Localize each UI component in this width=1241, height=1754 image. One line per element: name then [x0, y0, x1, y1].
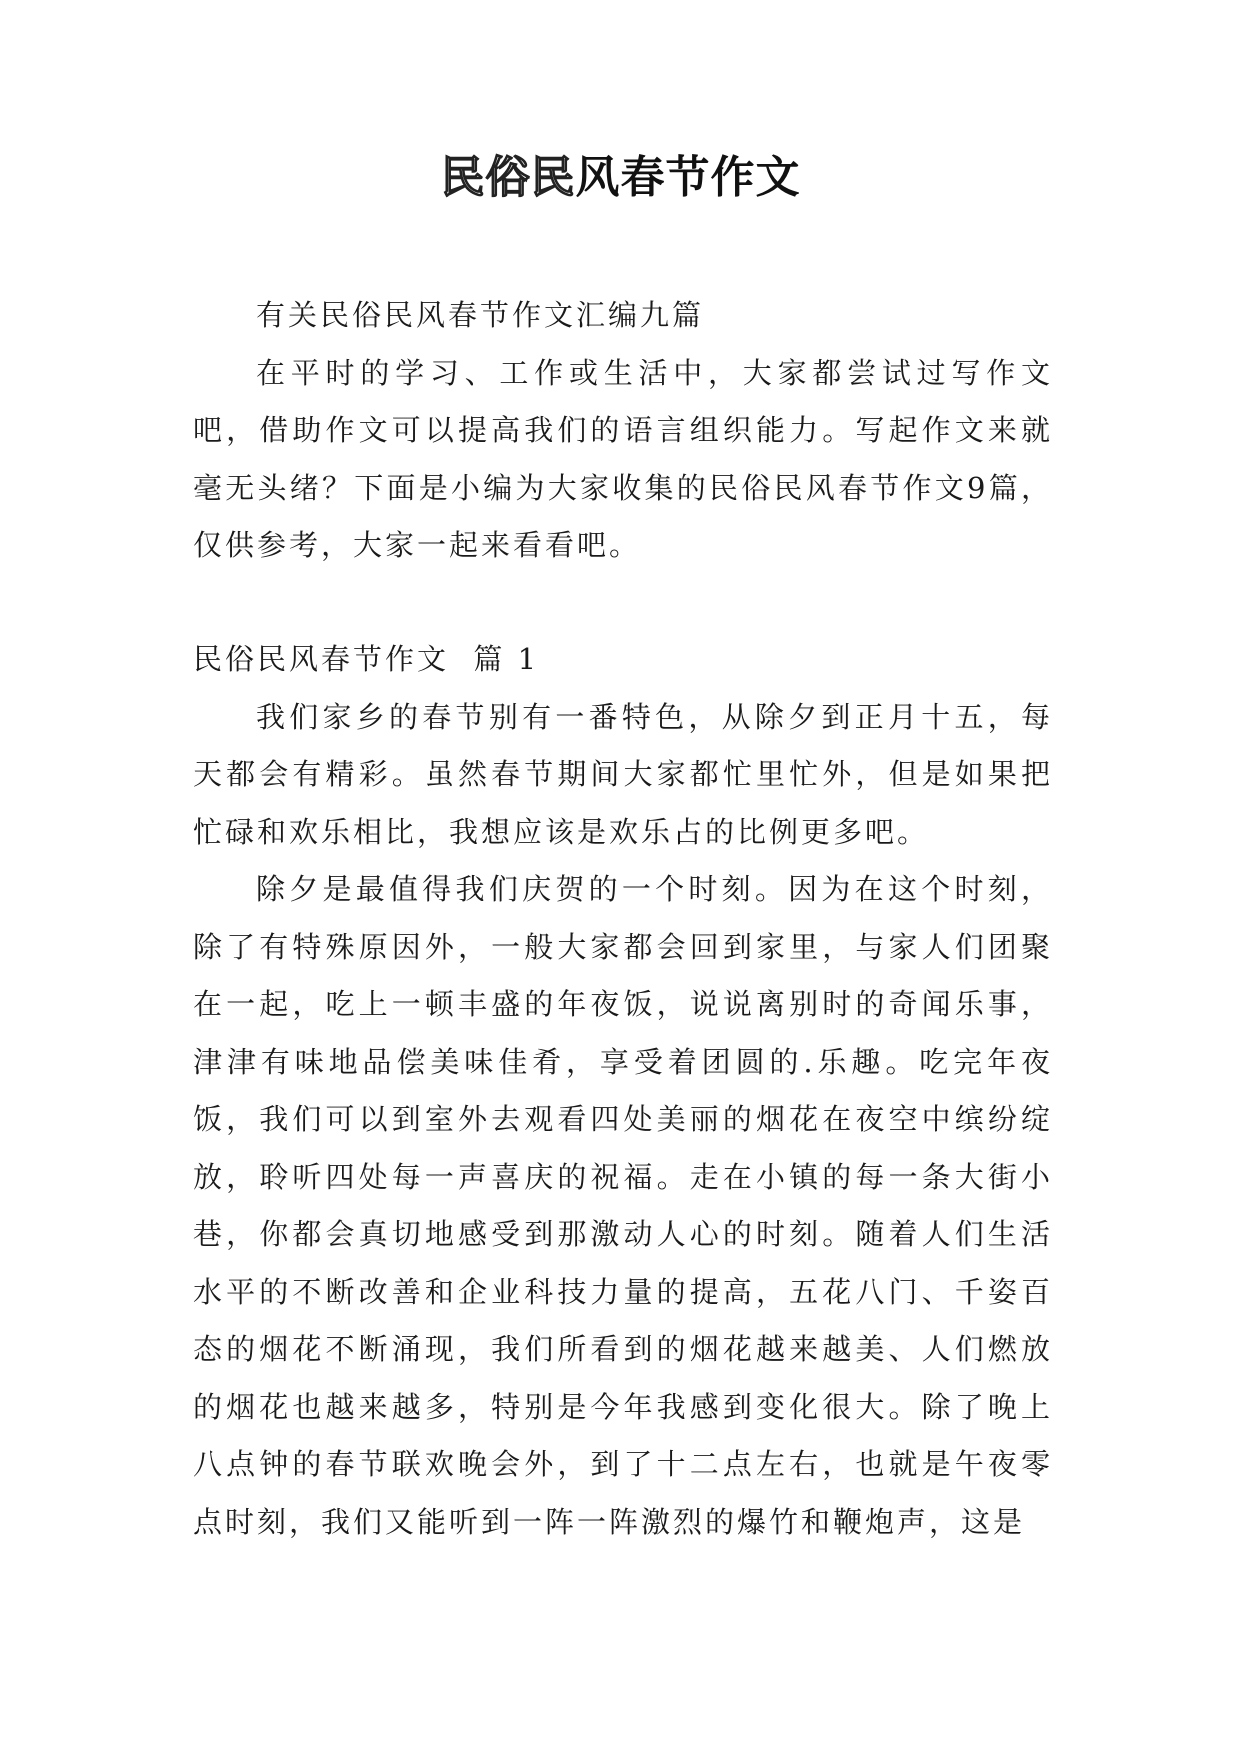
body-paragraph: 我们家乡的春节别有一番特色，从除夕到正月十五，每天都会有精彩。虽然春节期间大家都忙里忙外，但是如果把忙碌和欢乐相比，我想应该是欢乐占的比例更多吧。 [193, 699, 1053, 849]
title-outline-part: 民俗 [440, 152, 531, 203]
title-rest: 风春节作文 [575, 152, 801, 203]
intro-block [193, 287, 1053, 575]
intro-paragraph: 在平时的学习、工作或生活中，大家都尝试过写作文吧，借助作文可以提高我们的语言组织能力。写起作文来就毫无头绪？下面是小编为大家收集的民俗民风春节作文9篇，仅供参考，大家一起来看看吧。 [193, 355, 1053, 562]
section-1 [193, 631, 1053, 1551]
document-title [0, 148, 1241, 208]
section-heading: 民俗民风春节作文 篇 1 [193, 642, 540, 676]
title-outline-part: 民 [530, 152, 576, 203]
subtitle: 有关民俗民风春节作文汇编九篇 [256, 298, 705, 332]
body-paragraph: 除夕是最值得我们庆贺的一个时刻。因为在这个时刻，除了有特殊原因外，一般大家都会回到家里，与家人们团聚在一起，吃上一顿丰盛的年夜饭，说说离别时的奇闻乐事，津津有味地品偿美味佳肴，享受着团圆的.乐趣。吃完年夜饭，我们可以到室外去观看四处美丽的烟花在夜空中缤纷绽放，聆听四处每一声喜庆的祝福。走在小镇的每一条大街小巷，你都会真切地感受到那激动人心的时刻。随着人们生活水平的不断改善和企业科技力量的提高，五花八门、千姿百态的烟花不断涌现，我们所看到的烟花越来越美、人们燃放的烟花也越来越多，特别是今年我感到变化很大。除了晚上八点钟的春节联欢晚会外，到了十二点左右，也就是午夜零点时刻，我们又能听到一阵一阵激烈的爆竹和鞭炮声，这是 [193, 872, 1053, 1539]
